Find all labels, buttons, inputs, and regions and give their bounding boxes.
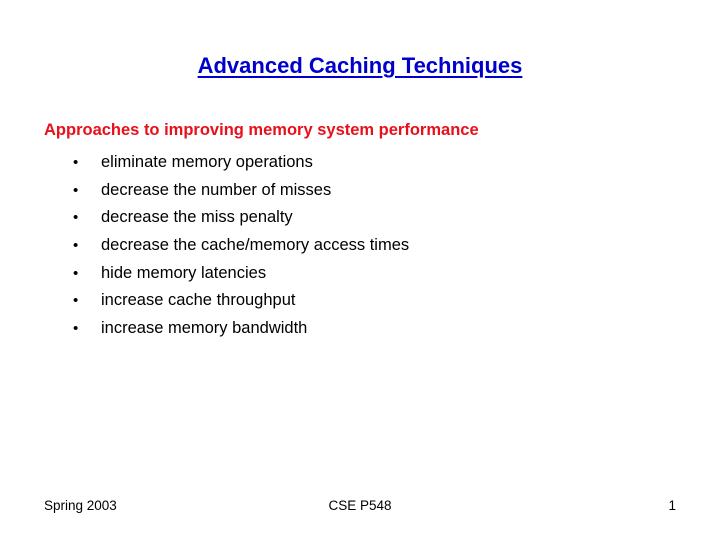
footer-course: CSE P548 (328, 498, 392, 513)
bullet-icon: • (73, 154, 79, 172)
bullet-text: decrease the number of misses (101, 180, 332, 199)
bullet-item (73, 149, 409, 177)
page-number: 1 (668, 498, 676, 513)
bullet-icon: • (73, 319, 79, 337)
bullet-icon: • (73, 209, 79, 227)
bullet-text: eliminate memory operations (101, 153, 313, 172)
bullet-text: increase memory bandwidth (101, 318, 308, 337)
bullet-list (73, 149, 409, 342)
footer-term: Spring 2003 (44, 498, 117, 513)
bullet-item (73, 315, 409, 343)
bullet-icon: • (73, 264, 79, 282)
bullet-text: decrease the cache/memory access times (101, 236, 410, 255)
bullet-item (73, 232, 409, 260)
slide-title: Advanced Caching Techniques (197, 53, 523, 78)
bullet-text: decrease the miss penalty (101, 208, 293, 227)
bullet-item (73, 177, 409, 205)
bullet-icon: • (73, 292, 79, 310)
bullet-item (73, 204, 409, 232)
bullet-text: hide memory latencies (101, 263, 267, 282)
section-heading: Approaches to improving memory system performance (44, 121, 479, 139)
bullet-item (73, 259, 409, 287)
bullet-text: increase cache throughput (101, 291, 296, 310)
bullet-icon: • (73, 237, 79, 255)
bullet-icon: • (73, 181, 79, 199)
bullet-item (73, 287, 409, 315)
